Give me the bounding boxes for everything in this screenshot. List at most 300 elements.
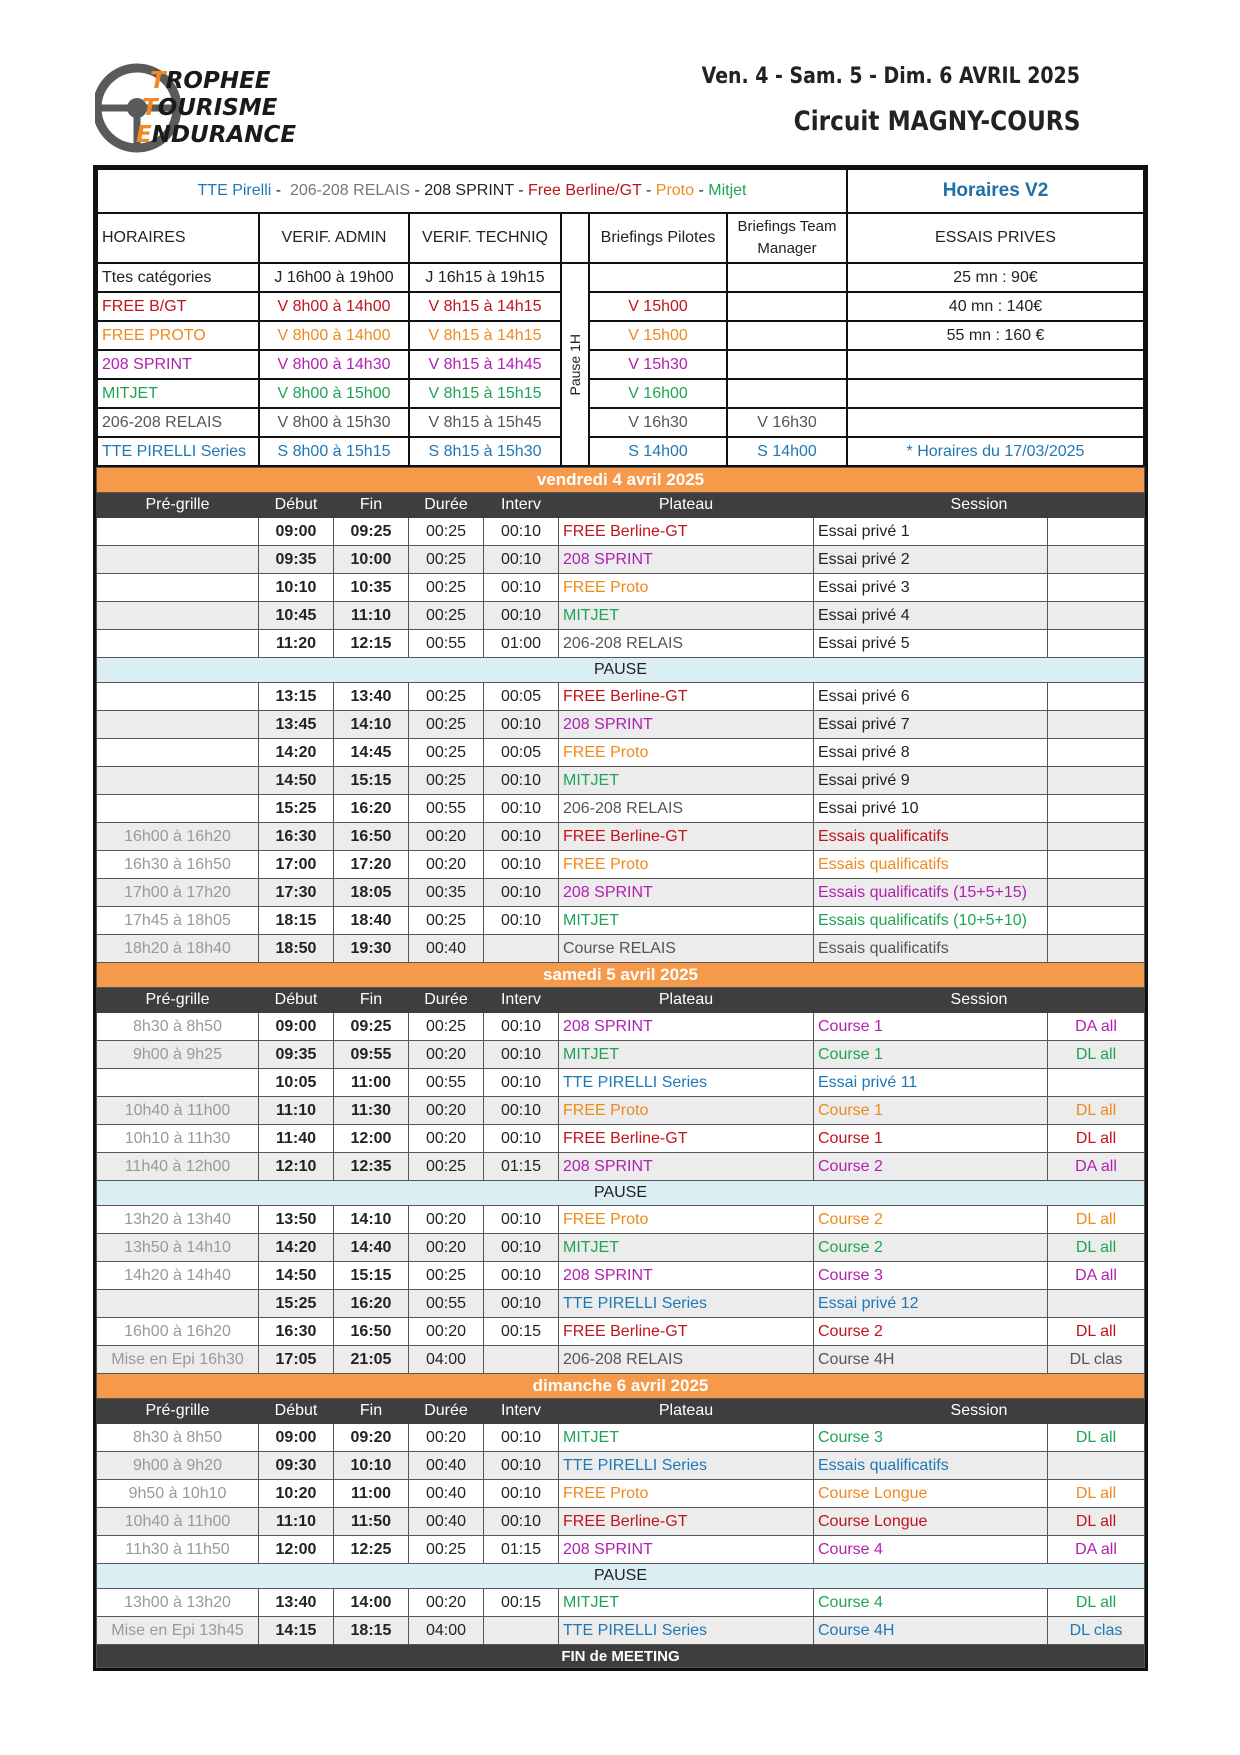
pause-label: PAUSE xyxy=(97,1564,1145,1589)
plateau: FREE Berline-GT xyxy=(559,683,814,711)
day-title-row xyxy=(97,963,1145,988)
duration: 00:25 xyxy=(409,1536,484,1564)
session: Course 1 xyxy=(814,1125,1048,1153)
plateau: FREE Proto xyxy=(559,739,814,767)
pre-grille: 16h30 à 16h50 xyxy=(97,851,259,879)
end-time: 12:35 xyxy=(334,1153,409,1181)
header-debut: Début xyxy=(259,493,334,518)
col-briefings-team: Briefings Team Manager xyxy=(727,213,847,263)
event-circuit: Circuit MAGNY-COURS xyxy=(793,106,1080,137)
header-session: Session xyxy=(814,1399,1145,1424)
session: Course 4 xyxy=(814,1589,1048,1617)
session-row xyxy=(97,879,1145,907)
duration: 00:55 xyxy=(409,1069,484,1097)
plateau: FREE Berline-GT xyxy=(559,1318,814,1346)
interval: 00:10 xyxy=(484,851,559,879)
info-row xyxy=(97,379,1144,408)
start-time: 12:10 xyxy=(259,1153,334,1181)
interval: 01:15 xyxy=(484,1153,559,1181)
plateau: MITJET xyxy=(559,907,814,935)
category-name: FREE PROTO xyxy=(97,321,259,350)
pre-grille: 10h40 à 11h00 xyxy=(97,1097,259,1125)
end-time: 13:40 xyxy=(334,683,409,711)
duration: 00:20 xyxy=(409,1206,484,1234)
pre-grille: Mise en Epi 13h45 xyxy=(97,1617,259,1645)
plateau: 208 SPRINT xyxy=(559,1262,814,1290)
verif-admin: V 8h00 à 14h30 xyxy=(259,350,409,379)
session-row xyxy=(97,1318,1145,1346)
session-row xyxy=(97,767,1145,795)
interval: 00:10 xyxy=(484,1480,559,1508)
duration: 00:55 xyxy=(409,795,484,823)
essais-prives: 25 mn : 90€ xyxy=(847,263,1144,292)
header-fin: Fin xyxy=(334,1399,409,1424)
verif-admin: J 16h00 à 19h00 xyxy=(259,263,409,292)
session: Essais qualificatifs (15+5+15) xyxy=(814,879,1048,907)
end-time: 10:35 xyxy=(334,574,409,602)
verif-admin: V 8h00 à 14h00 xyxy=(259,321,409,350)
interval: 00:10 xyxy=(484,1097,559,1125)
verif-techniq: V 8h15 à 14h45 xyxy=(409,350,561,379)
plateau: 208 SPRINT xyxy=(559,879,814,907)
plateau: 206-208 RELAIS xyxy=(559,630,814,658)
header-plateau: Plateau xyxy=(559,493,814,518)
pre-grille: 18h20 à 18h40 xyxy=(97,935,259,963)
interval: 00:10 xyxy=(484,1508,559,1536)
briefing-team xyxy=(727,263,847,292)
briefing-pilotes: V 15h00 xyxy=(589,321,727,350)
session-row xyxy=(97,1206,1145,1234)
column-header-row xyxy=(97,1399,1145,1424)
duration: 00:40 xyxy=(409,1452,484,1480)
plateau: TTE PIRELLI Series xyxy=(559,1617,814,1645)
session-row xyxy=(97,602,1145,630)
interval: 00:10 xyxy=(484,1069,559,1097)
plateau: TTE PIRELLI Series xyxy=(559,1069,814,1097)
briefing-team xyxy=(727,350,847,379)
end-time: 12:00 xyxy=(334,1125,409,1153)
session-extra: DL all xyxy=(1048,1318,1145,1346)
start-time: 09:00 xyxy=(259,1424,334,1452)
session: Course 3 xyxy=(814,1424,1048,1452)
duration: 00:20 xyxy=(409,1424,484,1452)
session-extra: DL all xyxy=(1048,1206,1145,1234)
logo-line-2: TOURISME xyxy=(142,95,278,121)
verif-techniq: J 16h15 à 19h15 xyxy=(409,263,561,292)
session-row xyxy=(97,630,1145,658)
interval: 00:05 xyxy=(484,683,559,711)
pre-grille xyxy=(97,574,259,602)
session: Course 4H xyxy=(814,1346,1048,1374)
session-row xyxy=(97,1290,1145,1318)
session: Essais qualificatifs xyxy=(814,823,1048,851)
plateau: FREE Proto xyxy=(559,574,814,602)
session-extra xyxy=(1048,851,1145,879)
duration: 04:00 xyxy=(409,1346,484,1374)
start-time: 10:10 xyxy=(259,574,334,602)
end-time: 11:00 xyxy=(334,1480,409,1508)
interval: 00:10 xyxy=(484,1125,559,1153)
category-name: Ttes catégories xyxy=(97,263,259,292)
duration: 00:20 xyxy=(409,1041,484,1069)
categories-line xyxy=(97,169,847,213)
day-title: vendredi 4 avril 2025 xyxy=(97,468,1145,493)
briefing-team xyxy=(727,321,847,350)
pre-grille: 14h20 à 14h40 xyxy=(97,1262,259,1290)
session-extra xyxy=(1048,574,1145,602)
header-duree: Durée xyxy=(409,1399,484,1424)
header-debut: Début xyxy=(259,1399,334,1424)
plateau: 208 SPRINT xyxy=(559,1013,814,1041)
duration: 00:55 xyxy=(409,630,484,658)
verif-admin: S 8h00 à 15h15 xyxy=(259,437,409,466)
session-extra: DL all xyxy=(1048,1480,1145,1508)
end-time: 14:10 xyxy=(334,711,409,739)
end-time: 09:20 xyxy=(334,1424,409,1452)
session-row xyxy=(97,574,1145,602)
essais-prives: 55 mn : 160 € xyxy=(847,321,1144,350)
interval: 00:10 xyxy=(484,1013,559,1041)
plateau: 208 SPRINT xyxy=(559,1536,814,1564)
plateau: MITJET xyxy=(559,1424,814,1452)
interval: 00:10 xyxy=(484,1262,559,1290)
session-extra xyxy=(1048,767,1145,795)
end-time: 12:25 xyxy=(334,1536,409,1564)
end-time: 16:20 xyxy=(334,795,409,823)
header-interv: Interv xyxy=(484,988,559,1013)
session: Course 4H xyxy=(814,1617,1048,1645)
interval: 00:10 xyxy=(484,823,559,851)
end-time: 14:10 xyxy=(334,1206,409,1234)
plateau: FREE Proto xyxy=(559,1097,814,1125)
category-name: TTE PIRELLI Series xyxy=(97,437,259,466)
duration: 00:25 xyxy=(409,907,484,935)
header-interv: Interv xyxy=(484,1399,559,1424)
logo-text xyxy=(136,68,297,149)
session-extra: DA all xyxy=(1048,1536,1145,1564)
plateau: TTE PIRELLI Series xyxy=(559,1452,814,1480)
session: Essais qualificatifs (10+5+10) xyxy=(814,907,1048,935)
duration: 00:25 xyxy=(409,711,484,739)
start-time: 09:35 xyxy=(259,546,334,574)
session-row xyxy=(97,935,1145,963)
session: Essai privé 2 xyxy=(814,546,1048,574)
duration: 00:25 xyxy=(409,546,484,574)
duration: 00:20 xyxy=(409,1234,484,1262)
start-time: 13:45 xyxy=(259,711,334,739)
session: Course 2 xyxy=(814,1318,1048,1346)
category-item: - xyxy=(513,182,529,199)
duration: 00:25 xyxy=(409,574,484,602)
col-spacer xyxy=(561,213,589,263)
interval: 00:10 xyxy=(484,1452,559,1480)
category-item: 208 SPRINT xyxy=(424,182,514,199)
pause-label: Pause 1H xyxy=(567,333,583,396)
end-time: 12:15 xyxy=(334,630,409,658)
session-row xyxy=(97,1153,1145,1181)
session: Essai privé 6 xyxy=(814,683,1048,711)
end-time: 14:40 xyxy=(334,1234,409,1262)
start-time: 10:20 xyxy=(259,1480,334,1508)
category-item: Proto xyxy=(655,182,695,199)
session-extra xyxy=(1048,546,1145,574)
pause-label: PAUSE xyxy=(97,658,1145,683)
duration: 00:25 xyxy=(409,767,484,795)
interval: 00:10 xyxy=(484,907,559,935)
session-row xyxy=(97,1262,1145,1290)
header-duree: Durée xyxy=(409,988,484,1013)
session-row xyxy=(97,1125,1145,1153)
header-pre-grille: Pré-grille xyxy=(97,988,259,1013)
interval xyxy=(484,1346,559,1374)
start-time: 18:50 xyxy=(259,935,334,963)
session-extra xyxy=(1048,1069,1145,1097)
interval: 00:10 xyxy=(484,1041,559,1069)
plateau: FREE Berline-GT xyxy=(559,1508,814,1536)
interval: 00:10 xyxy=(484,767,559,795)
plateau: FREE Proto xyxy=(559,1206,814,1234)
essais-prives xyxy=(847,379,1144,408)
duration: 00:55 xyxy=(409,1290,484,1318)
start-time: 11:10 xyxy=(259,1097,334,1125)
pre-grille xyxy=(97,739,259,767)
interval: 00:10 xyxy=(484,574,559,602)
plateau: 208 SPRINT xyxy=(559,1153,814,1181)
pre-grille xyxy=(97,602,259,630)
category-name: 206-208 RELAIS xyxy=(97,408,259,437)
duration: 00:20 xyxy=(409,1318,484,1346)
briefing-team: V 16h30 xyxy=(727,408,847,437)
plateau: 206-208 RELAIS xyxy=(559,795,814,823)
session: Course Longue xyxy=(814,1508,1048,1536)
end-time: 09:25 xyxy=(334,1013,409,1041)
plateau: MITJET xyxy=(559,767,814,795)
session: Essai privé 3 xyxy=(814,574,1048,602)
start-time: 14:20 xyxy=(259,1234,334,1262)
pre-grille: 11h40 à 12h00 xyxy=(97,1153,259,1181)
info-row xyxy=(97,437,1144,466)
session: Essai privé 10 xyxy=(814,795,1048,823)
end-time: 11:10 xyxy=(334,602,409,630)
end-time: 17:20 xyxy=(334,851,409,879)
session: Course 3 xyxy=(814,1262,1048,1290)
header-plateau: Plateau xyxy=(559,1399,814,1424)
end-time: 10:10 xyxy=(334,1452,409,1480)
session-extra: DA all xyxy=(1048,1013,1145,1041)
session-row xyxy=(97,683,1145,711)
schedule-sheet xyxy=(93,165,1148,1671)
duration: 00:20 xyxy=(409,851,484,879)
category-item: 206-208 RELAIS xyxy=(289,182,411,199)
start-time: 17:30 xyxy=(259,879,334,907)
session: Essai privé 4 xyxy=(814,602,1048,630)
briefing-pilotes: V 16h30 xyxy=(589,408,727,437)
session: Essai privé 7 xyxy=(814,711,1048,739)
essais-prives: 40 mn : 140€ xyxy=(847,292,1144,321)
plateau: FREE Berline-GT xyxy=(559,518,814,546)
session: Course Longue xyxy=(814,1480,1048,1508)
session-row xyxy=(97,1617,1145,1645)
category-item: - xyxy=(271,182,290,199)
interval: 00:10 xyxy=(484,795,559,823)
interval xyxy=(484,935,559,963)
pre-grille: 13h50 à 14h10 xyxy=(97,1234,259,1262)
duration: 00:25 xyxy=(409,602,484,630)
header-debut: Début xyxy=(259,988,334,1013)
duration: 00:20 xyxy=(409,823,484,851)
session-row xyxy=(97,823,1145,851)
end-time: 18:05 xyxy=(334,879,409,907)
plateau: MITJET xyxy=(559,1589,814,1617)
session: Course 4 xyxy=(814,1536,1048,1564)
interval: 00:10 xyxy=(484,518,559,546)
session-row xyxy=(97,1069,1145,1097)
session-row xyxy=(97,907,1145,935)
end-of-meeting: FIN de MEETING xyxy=(97,1645,1145,1668)
day-title: dimanche 6 avril 2025 xyxy=(97,1374,1145,1399)
session-row xyxy=(97,1013,1145,1041)
session-row xyxy=(97,1424,1145,1452)
duration: 00:40 xyxy=(409,1480,484,1508)
duration: 00:25 xyxy=(409,739,484,767)
verif-admin: V 8h00 à 15h30 xyxy=(259,408,409,437)
pre-grille: 10h40 à 11h00 xyxy=(97,1508,259,1536)
session-extra: DL all xyxy=(1048,1424,1145,1452)
start-time: 09:35 xyxy=(259,1041,334,1069)
interval: 00:10 xyxy=(484,602,559,630)
interval: 00:10 xyxy=(484,1206,559,1234)
end-time: 11:50 xyxy=(334,1508,409,1536)
session: Essais qualificatifs xyxy=(814,851,1048,879)
pre-grille: Mise en Epi 16h30 xyxy=(97,1346,259,1374)
essais-prives xyxy=(847,350,1144,379)
end-time: 11:30 xyxy=(334,1097,409,1125)
end-time: 19:30 xyxy=(334,935,409,963)
session: Essai privé 8 xyxy=(814,739,1048,767)
duration: 00:20 xyxy=(409,1589,484,1617)
session-extra xyxy=(1048,1290,1145,1318)
verif-admin: V 8h00 à 15h00 xyxy=(259,379,409,408)
session: Course 1 xyxy=(814,1097,1048,1125)
pre-grille: 9h50 à 10h10 xyxy=(97,1480,259,1508)
interval: 00:10 xyxy=(484,1234,559,1262)
session-extra xyxy=(1048,1452,1145,1480)
session-row xyxy=(97,1097,1145,1125)
session: Essai privé 11 xyxy=(814,1069,1048,1097)
briefing-team: S 14h00 xyxy=(727,437,847,466)
start-time: 18:15 xyxy=(259,907,334,935)
day-title-row xyxy=(97,1374,1145,1399)
pre-grille: 13h00 à 13h20 xyxy=(97,1589,259,1617)
end-time: 15:15 xyxy=(334,767,409,795)
category-item: TTE Pirelli xyxy=(197,182,272,199)
info-row xyxy=(97,350,1144,379)
session: Essai privé 5 xyxy=(814,630,1048,658)
end-time: 16:50 xyxy=(334,823,409,851)
header-session: Session xyxy=(814,493,1145,518)
pre-grille xyxy=(97,546,259,574)
pre-grille xyxy=(97,1069,259,1097)
pause-row xyxy=(97,1181,1145,1206)
start-time: 10:05 xyxy=(259,1069,334,1097)
plateau: FREE Berline-GT xyxy=(559,1125,814,1153)
briefing-team xyxy=(727,379,847,408)
start-time: 11:10 xyxy=(259,1508,334,1536)
session-extra: DL all xyxy=(1048,1041,1145,1069)
session-row xyxy=(97,1508,1145,1536)
interval: 00:15 xyxy=(484,1318,559,1346)
start-time: 14:20 xyxy=(259,739,334,767)
header-pre-grille: Pré-grille xyxy=(97,493,259,518)
interval: 00:10 xyxy=(484,879,559,907)
header-pre-grille: Pré-grille xyxy=(97,1399,259,1424)
interval xyxy=(484,1617,559,1645)
interval: 00:10 xyxy=(484,711,559,739)
pre-grille: 9h00 à 9h25 xyxy=(97,1041,259,1069)
info-row xyxy=(97,263,1144,292)
session-row xyxy=(97,1234,1145,1262)
session-extra xyxy=(1048,711,1145,739)
briefing-pilotes xyxy=(589,263,727,292)
session-row xyxy=(97,1452,1145,1480)
end-time: 16:50 xyxy=(334,1318,409,1346)
start-time: 17:05 xyxy=(259,1346,334,1374)
duration: 00:20 xyxy=(409,1125,484,1153)
session-extra xyxy=(1048,518,1145,546)
session-extra: DA all xyxy=(1048,1153,1145,1181)
event-dates: Ven. 4 - Sam. 5 - Dim. 6 AVRIL 2025 xyxy=(701,64,1080,89)
header-plateau: Plateau xyxy=(559,988,814,1013)
header-interv: Interv xyxy=(484,493,559,518)
header-session: Session xyxy=(814,988,1145,1013)
pause-row xyxy=(97,1564,1145,1589)
header-duree: Durée xyxy=(409,493,484,518)
start-time: 13:40 xyxy=(259,1589,334,1617)
logo-line-1: TROPHEE xyxy=(150,68,271,94)
duration: 00:25 xyxy=(409,518,484,546)
pre-grille: 16h00 à 16h20 xyxy=(97,823,259,851)
end-time: 09:25 xyxy=(334,518,409,546)
start-time: 14:50 xyxy=(259,767,334,795)
col-briefings-pilotes: Briefings Pilotes xyxy=(589,213,727,263)
duration: 00:25 xyxy=(409,1262,484,1290)
interval: 00:10 xyxy=(484,546,559,574)
session-extra: DL all xyxy=(1048,1097,1145,1125)
start-time: 11:20 xyxy=(259,630,334,658)
duration: 00:25 xyxy=(409,683,484,711)
plateau: FREE Proto xyxy=(559,851,814,879)
session-extra xyxy=(1048,907,1145,935)
session-extra: DL clas xyxy=(1048,1346,1145,1374)
session-row xyxy=(97,1480,1145,1508)
plateau: 206-208 RELAIS xyxy=(559,1346,814,1374)
start-time: 09:00 xyxy=(259,1013,334,1041)
session-extra: DL all xyxy=(1048,1125,1145,1153)
verif-techniq: V 8h15 à 14h15 xyxy=(409,292,561,321)
interval: 01:15 xyxy=(484,1536,559,1564)
duration: 04:00 xyxy=(409,1617,484,1645)
column-header-row xyxy=(97,988,1145,1013)
session-row xyxy=(97,518,1145,546)
session-row xyxy=(97,1536,1145,1564)
session-extra xyxy=(1048,935,1145,963)
col-essais-prives: ESSAIS PRIVES xyxy=(847,213,1144,263)
session-row xyxy=(97,739,1145,767)
pre-grille: 10h10 à 11h30 xyxy=(97,1125,259,1153)
info-row xyxy=(97,408,1144,437)
duration: 00:20 xyxy=(409,1097,484,1125)
plateau: TTE PIRELLI Series xyxy=(559,1290,814,1318)
